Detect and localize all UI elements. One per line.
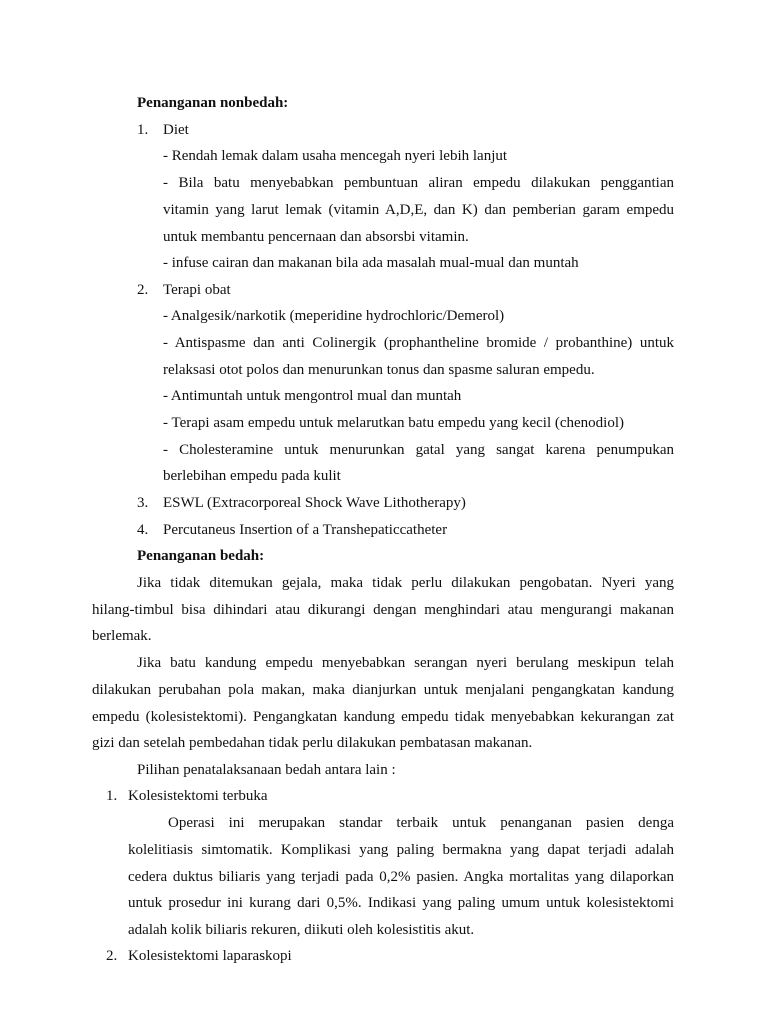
paragraph-line: dilakukan perubahan pola makan, maka dianjurkan untuk menjalani pengangkatan kandung <box>92 682 674 698</box>
list-number: 2. <box>106 948 118 964</box>
list-number: 4. <box>137 522 149 538</box>
diet-line: vitamin yang larut lemak (vitamin A,D,E, dan K) dan pemberian garam empedu <box>163 202 674 218</box>
paragraph-line: cedera duktus biliaris yang terjadi pada 0,2% pasien. Angka mortalitas yang dilaporkan <box>128 869 674 885</box>
obat-line: - Analgesik/narkotik (meperidine hydrochloric/Demerol) <box>163 308 505 324</box>
paragraph-line: empedu (kolesistektomi). Pengangkatan kandung empedu tidak menyebabkan kekurangan zat <box>92 709 674 725</box>
heading-bedah: Penanganan bedah: <box>137 548 265 564</box>
paragraph-line: Jika tidak ditemukan gejala, maka tidak perlu dilakukan pengobatan. Nyeri yang <box>137 575 674 591</box>
paragraph-line: gizi dan setelah pembedahan tidak perlu dilakukan pembatasan makanan. <box>92 735 533 751</box>
heading-nonbedah: Penanganan nonbedah: <box>137 95 289 111</box>
obat-line: - Cholesteramine untuk menurunkan gatal yang sangat karena penumpukan <box>163 442 674 458</box>
paragraph-line: Pilihan penatalaksanaan bedah antara lain : <box>137 762 396 778</box>
paragraph-line: kolelitiasis simtomatik. Komplikasi yang paling bermakna yang dapat terjadi adalah <box>128 842 674 858</box>
list-item-title: Percutaneus Insertion of a Transhepaticcatheter <box>163 522 448 538</box>
obat-line: - Antimuntah untuk mengontrol mual dan muntah <box>163 388 462 404</box>
list-item-title: Terapi obat <box>163 282 231 298</box>
list-item-title: Kolesistektomi terbuka <box>128 788 268 804</box>
paragraph-line: untuk prosedur ini kurang dari 0,5%. Indikasi yang paling umum untuk kolesistektomi <box>128 895 674 911</box>
list-item-title: ESWL (Extracorporeal Shock Wave Lithotherapy) <box>163 495 466 511</box>
list-item-title: Diet <box>163 122 189 138</box>
list-number: 1. <box>106 788 118 804</box>
diet-line: - infuse cairan dan makanan bila ada masalah mual-mual dan muntah <box>163 255 579 271</box>
obat-line: relaksasi otot polos dan menurunkan tonus dan spasme saluran empedu. <box>163 362 595 378</box>
paragraph-line: berlemak. <box>92 628 152 644</box>
list-number: 1. <box>137 122 149 138</box>
obat-line: - Antispasme dan anti Colinergik (prophantheline bromide / probanthine) untuk <box>163 335 674 351</box>
diet-line: - Bila batu menyebabkan pembuntuan aliran empedu dilakukan penggantian <box>163 175 674 191</box>
obat-line: berlebihan empedu pada kulit <box>163 468 341 484</box>
paragraph-line: hilang-timbul bisa dihindari atau dikurangi dengan menghindari atau mengurangi makanan <box>92 602 674 618</box>
list-item-title: Kolesistektomi laparaskopi <box>128 948 292 964</box>
list-number: 3. <box>137 495 149 511</box>
obat-line: - Terapi asam empedu untuk melarutkan batu empedu yang kecil (chenodiol) <box>163 415 625 431</box>
diet-line: - Rendah lemak dalam usaha mencegah nyeri lebih lanjut <box>163 148 508 164</box>
paragraph-line: Jika batu kandung empedu menyebabkan serangan nyeri berulang meskipun telah <box>137 655 674 671</box>
paragraph-line: adalah kolik biliaris rekuren, diikuti oleh kolesistitis akut. <box>128 922 475 938</box>
paragraph-line: Operasi ini merupakan standar terbaik untuk penanganan pasien denga <box>168 815 674 831</box>
list-number: 2. <box>137 282 149 298</box>
diet-line: untuk membantu pencernaan dan absorsbi vitamin. <box>163 229 469 245</box>
